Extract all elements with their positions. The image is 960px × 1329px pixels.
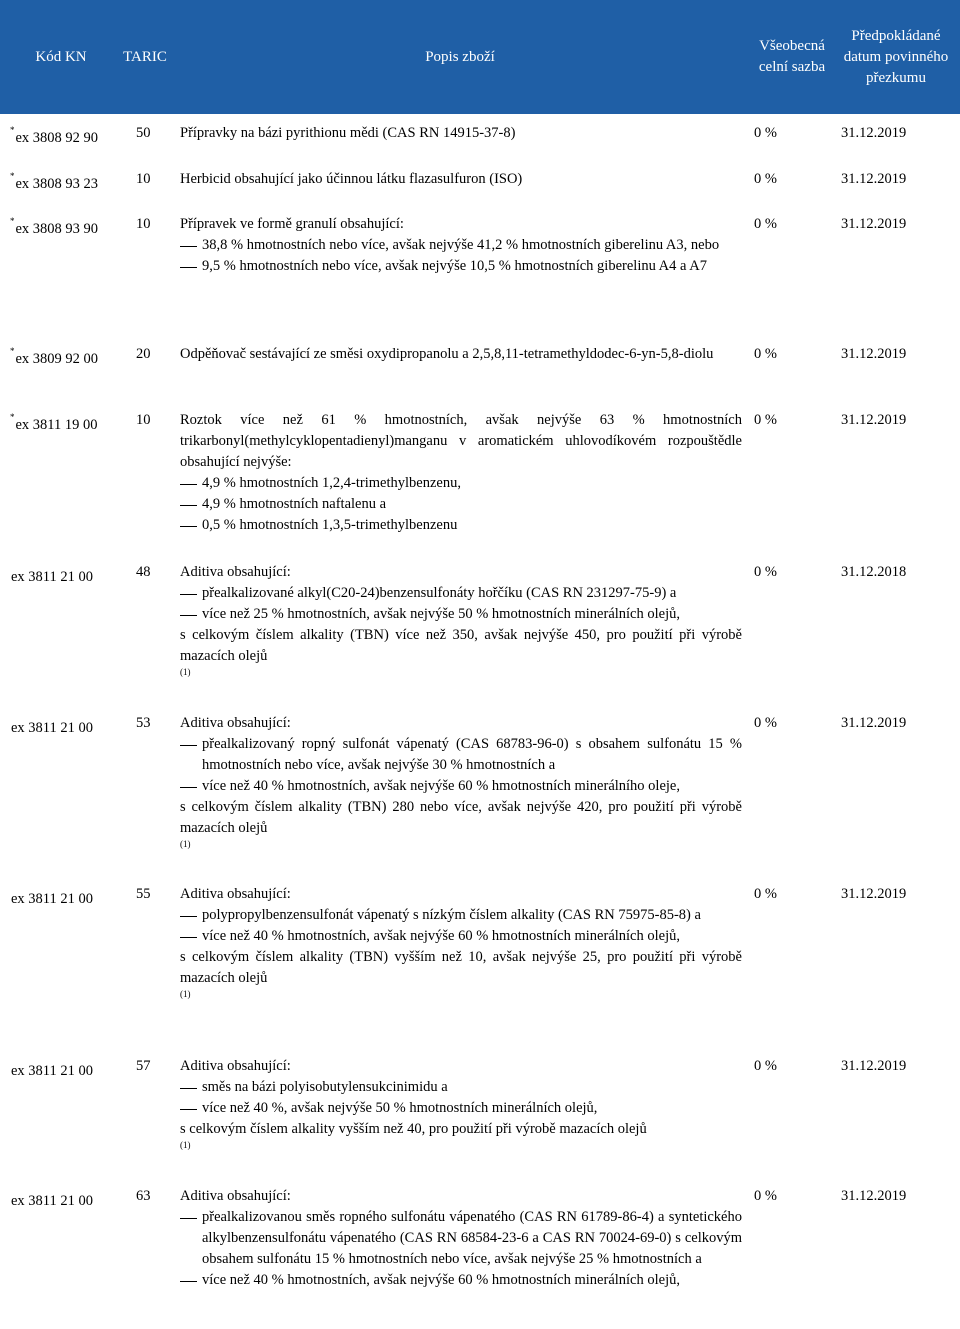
dash-item: více než 40 %, avšak nejvýše 50 % hmotnostních minerálních olejů, xyxy=(180,1098,742,1119)
footnote-ref: (1) xyxy=(180,1140,191,1150)
description xyxy=(180,410,742,536)
footnote-ref: (1) xyxy=(180,839,191,849)
dash-item: přealkalizované alkyl(C20-24)benzensulfonáty hořčíku (CAS RN 231297-75-9) a xyxy=(180,583,742,604)
header-popis: Popis zboží xyxy=(425,48,495,65)
review-date: 31.12.2019 xyxy=(841,412,907,428)
kn-code: ex 3811 21 00 xyxy=(11,568,94,585)
duty-rate: 0 % xyxy=(754,1188,777,1204)
dash-item: více než 40 % hmotnostních, avšak nejvýše 60 % hmotnostních minerálních olejů, xyxy=(180,1270,742,1291)
asterisk-marker: * xyxy=(10,346,15,356)
duty-rate: 0 % xyxy=(754,346,777,362)
kn-code: *ex 3808 93 90 xyxy=(10,216,99,237)
dash-item: polypropylbenzensulfonát vápenatý s nízkým číslem alkality (CAS RN 75975-85-8) a xyxy=(180,905,742,926)
description xyxy=(180,169,742,190)
review-date: 31.12.2019 xyxy=(841,715,907,731)
description xyxy=(180,884,742,1000)
header-taric: TARIC xyxy=(123,48,167,65)
description xyxy=(180,562,742,678)
duty-rate: 0 % xyxy=(754,171,777,187)
kn-code: ex 3811 21 00 xyxy=(11,1192,94,1209)
review-date: 31.12.2018 xyxy=(841,564,907,580)
dash-item: více než 40 % hmotnostních, avšak nejvýše 60 % hmotnostních minerálních olejů, xyxy=(180,926,742,947)
review-date: 31.12.2019 xyxy=(841,886,907,902)
description-line: Aditiva obsahující: xyxy=(180,1188,291,1204)
description-line: Aditiva obsahující: xyxy=(180,1058,291,1074)
taric-code: 20 xyxy=(136,346,151,362)
dash-item: 4,9 % hmotnostních naftalenu a xyxy=(180,494,742,515)
kn-code: ex 3811 21 00 xyxy=(11,1062,94,1079)
duty-rate: 0 % xyxy=(754,715,777,731)
header-kod-kn: Kód KN xyxy=(35,48,87,65)
kn-code: *ex 3808 92 90 xyxy=(10,125,99,146)
asterisk-marker: * xyxy=(10,171,15,181)
taric-code: 48 xyxy=(136,564,151,580)
taric-code: 53 xyxy=(136,715,151,731)
duty-rate: 0 % xyxy=(754,564,777,580)
header-sazba: Všeobecná celní sazba xyxy=(758,38,826,75)
review-date: 31.12.2019 xyxy=(841,1058,907,1074)
duty-rate: 0 % xyxy=(754,412,777,428)
description-line: s celkovým číslem alkality (TBN) 280 nebo více, avšak nejvýše 420, pro použití při výrobě mazacích olejů xyxy=(180,799,742,836)
dash-item: směs na bázi polyisobutylensukcinimidu a xyxy=(180,1077,742,1098)
footnote-ref: (1) xyxy=(180,667,191,677)
duty-rate: 0 % xyxy=(754,1058,777,1074)
duty-rate: 0 % xyxy=(754,216,777,232)
description xyxy=(180,1056,742,1151)
dash-item: 38,8 % hmotnostních nebo více, avšak nejvýše 41,2 % hmotnostních giberelinu A3, nebo xyxy=(180,235,742,256)
footnote-ref: (1) xyxy=(180,989,191,999)
description xyxy=(180,1186,742,1291)
dash-item: 9,5 % hmotnostních nebo více, avšak nejvýše 10,5 % hmotnostních giberelinu A4 a A7 xyxy=(180,256,742,277)
header-prezkum: Předpokládané datum povinného přezkumu xyxy=(843,27,949,86)
kn-code: *ex 3808 93 23 xyxy=(10,171,99,192)
kn-code: *ex 3811 19 00 xyxy=(10,412,98,433)
review-date: 31.12.2019 xyxy=(841,216,907,232)
asterisk-marker: * xyxy=(10,125,15,135)
description-line: s celkovým číslem alkality (TBN) více než 350, avšak nejvýše 450, pro použití při výrobě mazacích olejů xyxy=(180,627,742,664)
dash-item: více než 40 % hmotnostních, avšak nejvýše 60 % hmotnostních minerálního oleje, xyxy=(180,776,742,797)
description-line: s celkovým číslem alkality (TBN) vyšším než 10, avšak nejvýše 25, pro použití při výrobě mazacích olejů xyxy=(180,949,742,986)
description-line: Přípravky na bázi pyrithionu mědi (CAS RN 14915-37-8) xyxy=(180,125,516,141)
description-line: Roztok více než 61 % hmotnostních, avšak nejvýše 63 % hmotnostních trikarbonyl(methylcyklopentadienyl)manganu v aromatickém uhlovodíkovém rozpouštědle obsahující nejvýše: xyxy=(180,412,742,470)
taric-code: 50 xyxy=(136,125,151,141)
dash-item: 4,9 % hmotnostních 1,2,4-trimethylbenzenu, xyxy=(180,473,742,494)
review-date: 31.12.2019 xyxy=(841,1188,907,1204)
kn-code: ex 3811 21 00 xyxy=(11,719,94,736)
dash-item: přealkalizovaný ropný sulfonát vápenatý (CAS 68783-96-0) s obsahem sulfonátu 15 % hmotnostních nebo více, avšak nejvýše 30 % hmotnostních a xyxy=(180,734,742,776)
asterisk-marker: * xyxy=(10,412,15,422)
description-line: Herbicid obsahující jako účinnou látku flazasulfuron (ISO) xyxy=(180,171,523,187)
asterisk-marker: * xyxy=(10,216,15,226)
description-line: Odpěňovač sestávající ze směsi oxydipropanolu a 2,5,8,11-tetramethyldodec-6-yn-5,8-diolu xyxy=(180,346,714,362)
review-date: 31.12.2019 xyxy=(841,171,907,187)
description xyxy=(180,214,742,277)
kn-code: ex 3811 21 00 xyxy=(11,890,94,907)
description xyxy=(180,344,742,365)
dash-item: přealkalizovanou směs ropného sulfonátu vápenatého (CAS RN 61789-86-4) a syntetického alkylbenzensulfonátu vápenatého (CAS RN 68584-23-6 a CAS RN 70024-69-0) s celkovým obsahem sulfonátu 15 % hmotnostních nebo více, avšak nejvýše 25 % hmotnostních a xyxy=(180,1207,742,1270)
description-line: Aditiva obsahující: xyxy=(180,564,291,580)
taric-code: 57 xyxy=(136,1058,151,1074)
description xyxy=(180,713,742,850)
table-header xyxy=(0,0,960,114)
duty-rate: 0 % xyxy=(754,886,777,902)
taric-code: 55 xyxy=(136,886,151,902)
description xyxy=(180,123,742,144)
dash-item: 0,5 % hmotnostních 1,3,5-trimethylbenzenu xyxy=(180,515,742,536)
kn-code: *ex 3809 92 00 xyxy=(10,346,99,367)
taric-code: 10 xyxy=(136,171,151,187)
dash-item: více než 25 % hmotnostních, avšak nejvýše 50 % hmotnostních minerálních olejů, xyxy=(180,604,742,625)
duty-rate: 0 % xyxy=(754,125,777,141)
taric-code: 10 xyxy=(136,412,151,428)
review-date: 31.12.2019 xyxy=(841,125,907,141)
description-line: Přípravek ve formě granulí obsahující: xyxy=(180,216,404,232)
description-line: s celkovým číslem alkality vyšším než 40, pro použití při výrobě mazacích olejů xyxy=(180,1121,647,1137)
description-line: Aditiva obsahující: xyxy=(180,715,291,731)
review-date: 31.12.2019 xyxy=(841,346,907,362)
taric-code: 10 xyxy=(136,216,151,232)
description-line: Aditiva obsahující: xyxy=(180,886,291,902)
taric-code: 63 xyxy=(136,1188,151,1204)
